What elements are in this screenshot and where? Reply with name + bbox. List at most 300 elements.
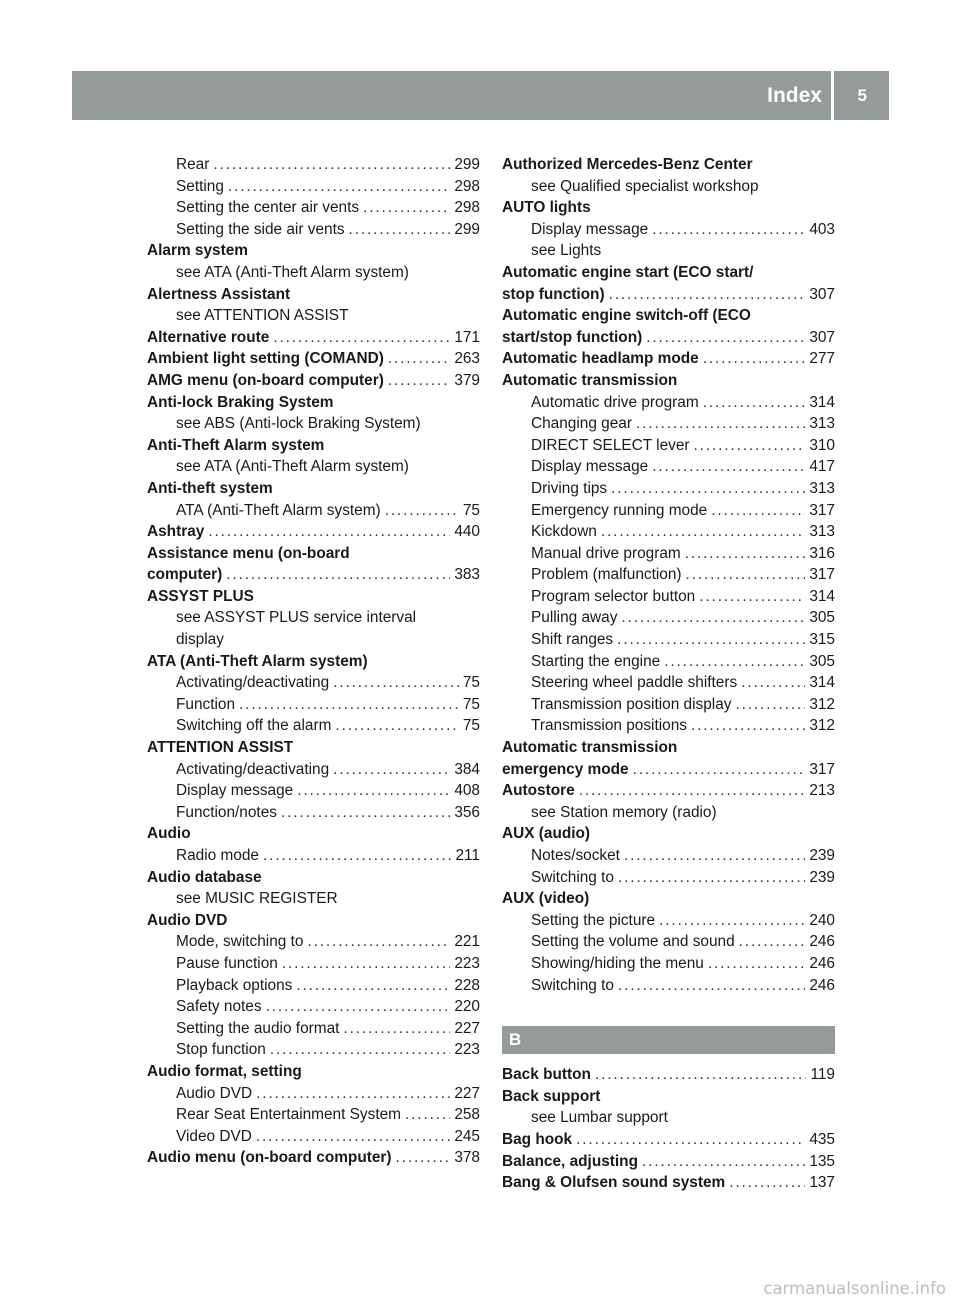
dot-leader xyxy=(385,500,459,522)
page-reference[interactable]: 383 xyxy=(454,566,480,584)
page-reference[interactable]: 417 xyxy=(809,458,835,476)
entry-text: Activating/deactivating xyxy=(176,674,330,692)
entry-text: Setting the center air vents xyxy=(176,199,360,217)
entry-text: Anti-Theft Alarm system xyxy=(147,436,325,454)
index-subentry[interactable] xyxy=(502,715,835,737)
index-entry xyxy=(147,392,480,414)
entry-text: Alertness Assistant xyxy=(147,285,291,303)
entry-text: Automatic engine switch-off (ECO xyxy=(502,307,751,325)
index-entry xyxy=(147,435,480,457)
entry-text: Changing gear xyxy=(531,415,632,433)
index-subentry[interactable] xyxy=(147,996,480,1018)
entry-text: Alternative route xyxy=(147,328,270,346)
index-subentry[interactable] xyxy=(502,953,835,975)
entry-text: Program selector button xyxy=(531,587,696,605)
index-subentry xyxy=(502,176,835,198)
dot-leader xyxy=(624,845,805,867)
index-subentry[interactable] xyxy=(147,802,480,824)
index-subentry[interactable] xyxy=(502,543,835,565)
index-subentry[interactable] xyxy=(502,672,835,694)
dot-leader xyxy=(208,521,450,543)
entry-text: AUX (audio) xyxy=(502,825,591,843)
entry-text: AMG menu (on-board computer) xyxy=(147,371,384,389)
dot-leader xyxy=(659,910,805,932)
page-reference[interactable]: 316 xyxy=(809,544,835,562)
dot-leader xyxy=(228,176,450,198)
entry-text: Showing/hiding the menu xyxy=(531,954,704,972)
index-entry[interactable] xyxy=(502,284,835,306)
page-reference[interactable]: 305 xyxy=(809,652,835,670)
index-subentry[interactable] xyxy=(147,672,480,694)
entry-text: start/stop function) xyxy=(502,328,643,346)
entry-text: see Station memory (radio) xyxy=(531,803,717,821)
entry-text: Display message xyxy=(176,782,294,800)
page-reference[interactable]: 313 xyxy=(809,415,835,433)
page-reference[interactable]: 258 xyxy=(454,1106,480,1124)
section-letter: B xyxy=(502,1026,835,1054)
index-entry xyxy=(502,154,835,176)
dot-leader xyxy=(652,219,805,241)
entry-text: Audio menu (on-board computer) xyxy=(147,1149,392,1167)
page-reference[interactable]: 314 xyxy=(809,674,835,692)
index-subentry[interactable] xyxy=(502,931,835,953)
dot-leader xyxy=(595,1064,807,1086)
dot-leader xyxy=(226,564,450,586)
entry-text: Anti-theft system xyxy=(147,479,273,497)
entry-text: see MUSIC REGISTER xyxy=(176,890,338,908)
entry-text: Display message xyxy=(531,220,649,238)
dot-leader xyxy=(618,975,805,997)
watermark: carmanualsonline.info xyxy=(763,1279,946,1298)
page-reference[interactable]: 227 xyxy=(454,1019,480,1037)
entry-text: Activating/deactivating xyxy=(176,760,330,778)
page-reference[interactable]: 213 xyxy=(809,782,835,800)
entry-text: Automatic drive program xyxy=(531,393,699,411)
index-subentry[interactable] xyxy=(502,910,835,932)
dot-leader xyxy=(335,715,458,737)
dot-leader xyxy=(735,694,805,716)
index-entry[interactable] xyxy=(147,327,480,349)
entry-text: Audio xyxy=(147,825,191,843)
dot-leader xyxy=(256,1126,450,1148)
index-subentry[interactable] xyxy=(502,845,835,867)
page-reference[interactable]: 246 xyxy=(809,954,835,972)
entry-text: Function/notes xyxy=(176,803,277,821)
index-subentry[interactable] xyxy=(502,867,835,889)
dot-leader xyxy=(388,348,450,370)
index-entry xyxy=(502,262,835,284)
dot-leader xyxy=(611,478,805,500)
index-subentry[interactable] xyxy=(502,413,835,435)
entry-text: Authorized Mercedes-Benz Center xyxy=(502,156,753,173)
page-reference[interactable]: 313 xyxy=(809,479,835,497)
entry-text: Radio mode xyxy=(176,847,259,864)
index-subentry[interactable] xyxy=(147,759,480,781)
page-reference[interactable]: 245 xyxy=(454,1127,480,1145)
index-subentry xyxy=(502,1107,835,1129)
entry-text: Automatic engine start (ECO start/ xyxy=(502,263,754,281)
index-entry xyxy=(147,867,480,889)
entry-text: Transmission positions xyxy=(531,717,687,735)
page-reference[interactable]: 239 xyxy=(809,868,835,886)
entry-text: Alarm system xyxy=(147,242,248,260)
page-reference[interactable]: 298 xyxy=(454,177,480,195)
entry-text: Setting xyxy=(176,177,224,195)
index-subentry xyxy=(147,888,480,910)
dot-leader xyxy=(609,284,806,306)
dot-leader xyxy=(270,1039,450,1061)
entry-text: Function xyxy=(176,695,236,713)
index-subentry[interactable] xyxy=(147,931,480,953)
entry-text: Playback options xyxy=(176,976,293,994)
index-subentry[interactable] xyxy=(147,1039,480,1061)
dot-leader xyxy=(273,327,450,349)
entry-text: emergency mode xyxy=(502,760,629,778)
dot-leader xyxy=(703,392,806,414)
page-reference[interactable]: 307 xyxy=(809,285,835,303)
index-subentry[interactable] xyxy=(147,1126,480,1148)
index-entry xyxy=(147,240,480,262)
dot-leader xyxy=(239,694,459,716)
page-reference[interactable]: 263 xyxy=(454,350,480,368)
entry-text: Bang & Olufsen sound system xyxy=(502,1174,726,1192)
page-reference[interactable]: 75 xyxy=(462,695,480,713)
page-reference[interactable]: 228 xyxy=(454,976,480,994)
dot-leader xyxy=(694,435,806,457)
dot-leader xyxy=(363,197,450,219)
index-entry xyxy=(147,1061,480,1083)
dot-leader xyxy=(349,219,451,241)
entry-text: display xyxy=(176,631,224,649)
index-entry[interactable] xyxy=(502,1129,835,1151)
page-reference[interactable]: 239 xyxy=(809,847,835,864)
dot-leader xyxy=(708,953,805,975)
index-subentry[interactable] xyxy=(502,521,835,543)
index-subentry[interactable] xyxy=(147,154,480,176)
index-subentry[interactable] xyxy=(147,1104,480,1126)
entry-text: see ASSYST PLUS service interval xyxy=(176,609,417,627)
index-entry[interactable] xyxy=(502,780,835,802)
dot-leader xyxy=(281,802,450,824)
entry-text: Ambient light setting (COMAND) xyxy=(147,350,384,368)
dot-leader xyxy=(729,1172,805,1194)
index-entry[interactable] xyxy=(147,521,480,543)
index-entry xyxy=(502,305,835,327)
index-subentry[interactable] xyxy=(147,219,480,241)
index-subentry[interactable] xyxy=(502,435,835,457)
index-entry[interactable] xyxy=(147,1147,480,1169)
index-subentry[interactable] xyxy=(147,780,480,802)
page-reference[interactable]: 220 xyxy=(454,998,480,1016)
page-reference[interactable]: 379 xyxy=(454,371,480,389)
dot-leader xyxy=(296,975,450,997)
entry-text: Rear Seat Entertainment System xyxy=(176,1106,401,1124)
entry-text: Setting the side air vents xyxy=(176,220,345,238)
page-reference[interactable]: 307 xyxy=(809,328,835,346)
entry-text: ATA (Anti-Theft Alarm system) xyxy=(176,501,381,519)
entry-text: Notes/socket xyxy=(531,847,620,864)
entry-text: Switching to xyxy=(531,868,614,886)
entry-text: ASSYST PLUS xyxy=(147,587,254,605)
index-subentry[interactable] xyxy=(147,1083,480,1105)
entry-text: Audio DVD xyxy=(147,911,228,929)
entry-text: Automatic transmission xyxy=(502,739,678,757)
index-subentry[interactable] xyxy=(147,845,480,867)
entry-text: Manual drive program xyxy=(531,544,681,562)
page-reference[interactable]: 246 xyxy=(809,976,835,994)
index-entry xyxy=(502,1086,835,1108)
page-reference[interactable]: 317 xyxy=(809,760,835,778)
index-entry xyxy=(502,737,835,759)
dot-leader xyxy=(576,1129,805,1151)
entry-text: Assistance menu (on-board xyxy=(147,544,350,562)
index-subentry[interactable] xyxy=(502,651,835,673)
entry-text: Back button xyxy=(502,1066,591,1084)
entry-text: Switching to xyxy=(531,976,614,994)
index-subentry[interactable] xyxy=(502,629,835,651)
index-subentry[interactable] xyxy=(147,1018,480,1040)
dot-leader xyxy=(405,1104,450,1126)
dot-leader xyxy=(691,715,805,737)
index-subentry[interactable] xyxy=(147,694,480,716)
index-subentry[interactable] xyxy=(147,176,480,198)
dot-leader xyxy=(664,651,805,673)
index-subentry xyxy=(147,607,480,629)
page-reference[interactable]: 312 xyxy=(809,717,835,735)
page-number: 5 xyxy=(857,86,867,105)
page-reference[interactable]: 240 xyxy=(809,911,835,929)
page-reference[interactable]: 317 xyxy=(809,501,835,519)
entry-text: Bag hook xyxy=(502,1130,573,1148)
index-subentry[interactable] xyxy=(502,564,835,586)
index-subentry xyxy=(147,456,480,478)
dot-leader xyxy=(685,543,806,565)
dot-leader xyxy=(256,1083,450,1105)
dot-leader xyxy=(633,759,806,781)
dot-leader xyxy=(699,586,805,608)
index-subentry[interactable] xyxy=(147,197,480,219)
dot-leader xyxy=(266,996,451,1018)
index-subentry[interactable] xyxy=(147,953,480,975)
dot-leader xyxy=(686,564,806,586)
page-reference[interactable]: 227 xyxy=(454,1084,480,1102)
dot-leader xyxy=(642,1151,805,1173)
page-reference[interactable]: 314 xyxy=(809,587,835,605)
index-entry[interactable] xyxy=(502,348,835,370)
page-reference[interactable]: 137 xyxy=(809,1174,835,1192)
dot-leader xyxy=(307,931,450,953)
entry-text: Back support xyxy=(502,1087,601,1105)
entry-text: ATTENTION ASSIST xyxy=(147,739,294,757)
index-entry xyxy=(147,586,480,608)
page-reference[interactable]: 75 xyxy=(462,674,480,692)
dot-leader xyxy=(263,845,451,867)
dot-leader xyxy=(388,370,450,392)
page-reference[interactable]: 312 xyxy=(809,695,835,713)
page-reference[interactable]: 305 xyxy=(809,609,835,627)
index-subentry[interactable] xyxy=(502,694,835,716)
index-subentry xyxy=(147,413,480,435)
entry-text: Video DVD xyxy=(176,1127,252,1145)
page-reference[interactable]: 299 xyxy=(454,156,480,173)
page-reference[interactable]: 440 xyxy=(454,523,480,541)
header-title: Index xyxy=(767,84,822,107)
page-reference[interactable]: 277 xyxy=(809,350,835,368)
dot-leader xyxy=(646,327,805,349)
entry-text: Steering wheel paddle shifters xyxy=(531,674,738,692)
index-subentry xyxy=(147,305,480,327)
page-reference[interactable]: 310 xyxy=(809,436,835,454)
page-reference[interactable]: 317 xyxy=(809,566,835,584)
index-entry xyxy=(147,543,480,565)
page-reference[interactable]: 171 xyxy=(454,328,480,346)
index-subentry xyxy=(147,629,480,651)
entry-text: see ATA (Anti-Theft Alarm system) xyxy=(176,263,409,281)
entry-text: see ATTENTION ASSIST xyxy=(176,307,349,325)
page-reference[interactable]: 435 xyxy=(809,1130,835,1148)
entry-text: Balance, adjusting xyxy=(502,1152,638,1170)
entry-text: Display message xyxy=(531,458,649,476)
page-reference[interactable]: 356 xyxy=(454,803,480,821)
index-entry[interactable] xyxy=(147,370,480,392)
index-entry[interactable] xyxy=(502,1064,835,1086)
page-reference[interactable]: 408 xyxy=(454,782,480,800)
dot-leader xyxy=(703,348,806,370)
index-subentry[interactable] xyxy=(502,392,835,414)
page-reference[interactable]: 384 xyxy=(454,760,480,778)
entry-text: Automatic headlamp mode xyxy=(502,350,699,368)
entry-text: AUX (video) xyxy=(502,890,590,908)
entry-text: see ATA (Anti-Theft Alarm system) xyxy=(176,458,409,476)
entry-text: Stop function xyxy=(176,1041,266,1059)
index-subentry[interactable] xyxy=(502,586,835,608)
page-reference[interactable]: 403 xyxy=(809,220,835,238)
entry-text: Safety notes xyxy=(176,998,262,1016)
entry-text: Setting the audio format xyxy=(176,1019,340,1037)
page-reference[interactable]: 135 xyxy=(809,1152,835,1170)
entry-text: Driving tips xyxy=(531,479,608,497)
index-entry xyxy=(502,888,835,910)
dot-leader xyxy=(741,672,805,694)
header-divider xyxy=(831,71,834,120)
dot-leader xyxy=(579,780,806,802)
page-reference[interactable]: 223 xyxy=(454,1041,480,1059)
dot-leader xyxy=(333,672,459,694)
dot-leader xyxy=(343,1018,450,1040)
dot-leader xyxy=(617,629,805,651)
entry-text: ATA (Anti-Theft Alarm system) xyxy=(147,652,368,670)
entry-text: see Qualified specialist workshop xyxy=(531,177,759,195)
index-entry xyxy=(147,478,480,500)
entry-text: see Lights xyxy=(531,242,602,260)
page-reference[interactable]: 378 xyxy=(454,1149,480,1167)
dot-leader xyxy=(652,456,805,478)
dot-leader xyxy=(601,521,805,543)
index-entry xyxy=(147,284,480,306)
entry-text: see Lumbar support xyxy=(531,1109,668,1127)
entry-text: AUTO lights xyxy=(502,199,591,217)
dot-leader xyxy=(333,759,450,781)
page-reference[interactable]: 75 xyxy=(462,501,480,519)
index-entry xyxy=(502,197,835,219)
index-entry[interactable] xyxy=(502,1172,835,1194)
page-reference[interactable]: 315 xyxy=(809,631,835,649)
entry-text: DIRECT SELECT lever xyxy=(531,436,690,454)
page-reference[interactable]: 299 xyxy=(454,220,480,238)
index-entry[interactable] xyxy=(147,348,480,370)
page-reference[interactable]: 314 xyxy=(809,393,835,411)
index-subentry[interactable] xyxy=(502,478,835,500)
entry-text: Setting the picture xyxy=(531,911,656,929)
page-reference[interactable]: 298 xyxy=(454,199,480,217)
dot-leader xyxy=(636,413,805,435)
entry-text: Setting the volume and sound xyxy=(531,933,735,951)
entry-text: Kickdown xyxy=(531,523,597,541)
page-reference[interactable]: 313 xyxy=(809,523,835,541)
entry-text: Starting the engine xyxy=(531,652,661,670)
entry-text: Anti-lock Braking System xyxy=(147,393,334,411)
index-entry xyxy=(147,651,480,673)
page-reference[interactable]: 75 xyxy=(462,717,480,735)
index-subentry[interactable] xyxy=(147,975,480,997)
dot-leader xyxy=(711,500,805,522)
index-entry[interactable] xyxy=(147,564,480,586)
entry-text: Rear xyxy=(176,156,210,173)
index-entry xyxy=(147,823,480,845)
index-subentry[interactable] xyxy=(502,456,835,478)
entry-text: Mode, switching to xyxy=(176,933,304,951)
entry-text: computer) xyxy=(147,566,223,584)
entry-text: Emergency running mode xyxy=(531,501,708,519)
entry-text: see ABS (Anti-lock Braking System) xyxy=(176,415,421,433)
page-header xyxy=(72,71,889,120)
index-subentry[interactable] xyxy=(502,500,835,522)
entry-text: Shift ranges xyxy=(531,631,614,649)
entry-text: Problem (malfunction) xyxy=(531,566,682,584)
entry-text: Autostore xyxy=(502,782,575,800)
index-subentry[interactable] xyxy=(147,500,480,522)
entry-text: Transmission position display xyxy=(531,695,732,713)
page-reference[interactable]: 211 xyxy=(455,847,480,864)
index-entry xyxy=(147,910,480,932)
entry-text: Pause function xyxy=(176,954,278,972)
dot-leader xyxy=(282,953,450,975)
index-subentry[interactable] xyxy=(502,607,835,629)
entry-text: Audio DVD xyxy=(176,1084,253,1102)
index-column-right xyxy=(502,154,835,1194)
dot-leader xyxy=(213,154,450,176)
page-reference[interactable]: 119 xyxy=(810,1066,835,1084)
index-entry[interactable] xyxy=(502,327,835,349)
entry-text: Ashtray xyxy=(147,523,205,541)
entry-text: stop function) xyxy=(502,285,605,303)
index-subentry[interactable] xyxy=(147,715,480,737)
dot-leader xyxy=(396,1147,451,1169)
index-entry xyxy=(502,370,835,392)
index-entry[interactable] xyxy=(502,1151,835,1173)
page-reference[interactable]: 221 xyxy=(454,933,480,951)
index-subentry[interactable] xyxy=(502,975,835,997)
index-entry[interactable] xyxy=(502,759,835,781)
index-subentry xyxy=(147,262,480,284)
page-reference[interactable]: 223 xyxy=(454,954,480,972)
page-reference[interactable]: 246 xyxy=(809,933,835,951)
dot-leader xyxy=(618,867,805,889)
index-entry xyxy=(502,823,835,845)
dot-leader xyxy=(621,607,805,629)
dot-leader xyxy=(297,780,450,802)
index-subentry[interactable] xyxy=(502,219,835,241)
